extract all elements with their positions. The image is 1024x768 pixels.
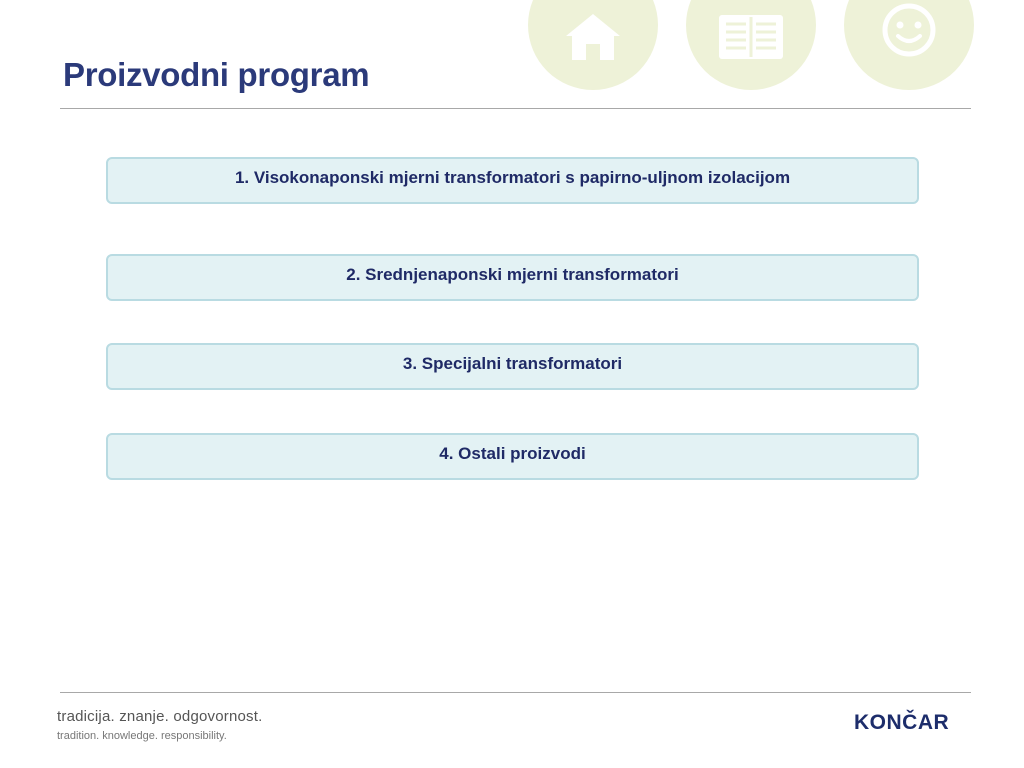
koncar-logo: KONČAR <box>854 711 950 734</box>
program-item-label: 4. Ostali proizvodi <box>439 443 586 463</box>
page-title: Proizvodni program <box>63 56 370 93</box>
footer-divider <box>60 692 971 693</box>
program-item-4[interactable] <box>106 433 919 480</box>
program-item-1[interactable] <box>106 157 919 204</box>
program-item-label: 1. Visokonaponski mjerni transformatori s papirno-uljnom izolacijom <box>234 167 791 187</box>
smiley-icon <box>844 0 974 90</box>
footer-slogan-en: tradition. knowledge. responsibility. <box>57 730 227 742</box>
program-item-2[interactable] <box>106 254 919 301</box>
house-icon <box>528 0 658 90</box>
book-icon <box>686 0 816 90</box>
program-item-3[interactable] <box>106 343 919 390</box>
program-item-label: 3. Specijalni transformatori <box>402 353 623 373</box>
program-item-label: 2. Srednjenaponski mjerni transformatori <box>346 264 679 284</box>
footer-slogan-hr: tradicija. znanje. odgovornost. <box>57 708 263 725</box>
header-divider <box>60 108 971 109</box>
